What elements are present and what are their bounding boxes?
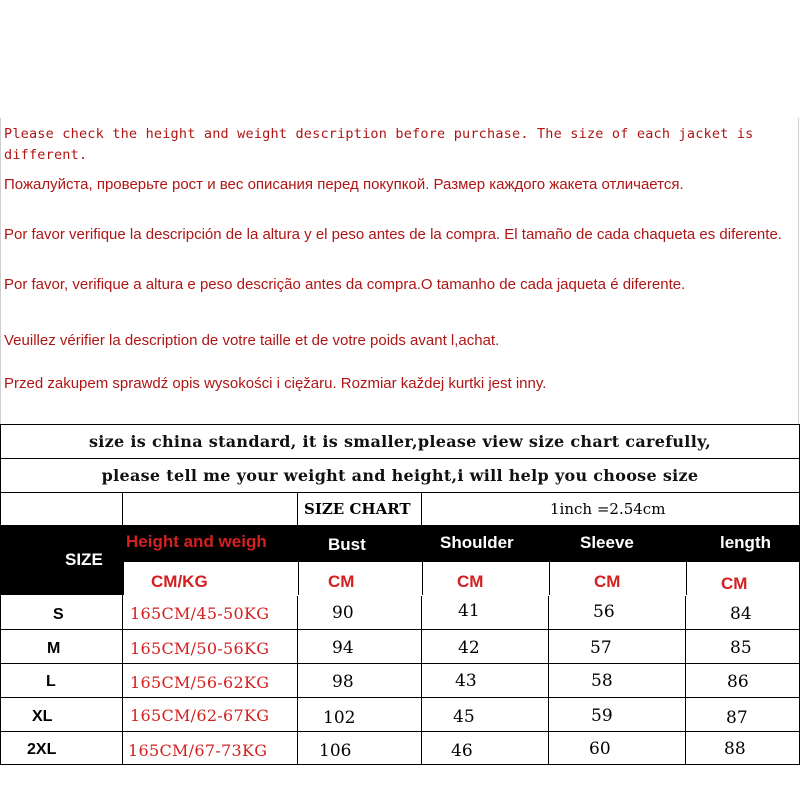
row-size: XL bbox=[32, 708, 53, 725]
notice-french: Veuillez vérifier la description de votre taille et de votre poids avant l,achat. bbox=[4, 332, 500, 349]
unit-shoulder: CM bbox=[457, 572, 484, 591]
notice-russian: Пожалуйста, проверьте рост и вес описания перед покупкой. Размер каждого жакета отличается. bbox=[4, 176, 684, 193]
row-bust: 102 bbox=[323, 708, 356, 728]
row-size: 2XL bbox=[27, 741, 57, 758]
chart-title-row bbox=[1, 493, 799, 526]
row-length: 84 bbox=[730, 604, 752, 624]
notice-spanish: Por favor verifique la descripción de la altura y el peso antes de la compra. El tamaño de cada chaqueta es diferente. bbox=[4, 226, 782, 243]
row-size: S bbox=[53, 606, 64, 623]
header-size: SIZE bbox=[65, 550, 103, 569]
header-sleeve: Sleeve bbox=[580, 533, 634, 552]
column-header-row bbox=[1, 526, 799, 595]
row-height-weight: 165CM/62-67KG bbox=[130, 706, 270, 725]
table-row bbox=[1, 732, 799, 765]
row-size: M bbox=[47, 640, 61, 657]
row-shoulder: 43 bbox=[455, 671, 477, 691]
row-size: L bbox=[46, 673, 56, 690]
row-bust: 94 bbox=[332, 638, 354, 658]
row-shoulder: 45 bbox=[453, 707, 475, 727]
row-length: 86 bbox=[727, 672, 749, 692]
header-height-weight: Height and weigh bbox=[126, 532, 267, 551]
row-shoulder: 46 bbox=[451, 741, 473, 761]
unit-sleeve: CM bbox=[594, 572, 621, 591]
row-bust: 90 bbox=[332, 603, 354, 623]
row-sleeve: 56 bbox=[593, 602, 615, 622]
row-height-weight: 165CM/67-73KG bbox=[128, 741, 268, 760]
notice-english: Please check the height and weight description before purchase. The size of each jacket is different. bbox=[4, 126, 754, 163]
purchase-notice bbox=[0, 118, 799, 424]
row-sleeve: 59 bbox=[591, 706, 613, 726]
size-chart-table bbox=[0, 424, 800, 765]
row-height-weight: 165CM/50-56KG bbox=[130, 639, 270, 658]
row-height-weight: 165CM/45-50KG bbox=[130, 604, 270, 623]
notice-polish: Przed zakupem sprawdź opis wysokości i cięžaru. Rozmiar každej kurtki jest inny. bbox=[4, 375, 547, 392]
row-length: 87 bbox=[726, 708, 748, 728]
row-shoulder: 42 bbox=[458, 638, 480, 658]
header-length: length bbox=[720, 533, 771, 552]
row-height-weight: 165CM/56-62KG bbox=[130, 673, 270, 692]
notice-portuguese: Por favor, verifique a altura e peso descrição antes da compra.O tamanho de cada jaqueta é diferente. bbox=[4, 276, 686, 293]
table-row bbox=[1, 664, 799, 698]
row-sleeve: 57 bbox=[590, 638, 612, 658]
chart-note-line-2: please tell me your weight and height,i will help you choose size bbox=[1, 459, 799, 493]
row-length: 85 bbox=[730, 638, 752, 658]
unit-bust: CM bbox=[328, 572, 355, 591]
header-bust: Bust bbox=[328, 535, 366, 554]
table-row bbox=[1, 596, 799, 630]
table-row bbox=[1, 630, 799, 664]
row-shoulder: 41 bbox=[458, 601, 480, 621]
unit-length: CM bbox=[721, 574, 748, 593]
row-sleeve: 60 bbox=[589, 739, 611, 759]
size-chart-label: SIZE CHART bbox=[304, 500, 411, 518]
row-bust: 106 bbox=[319, 741, 352, 761]
table-row bbox=[1, 698, 799, 732]
row-sleeve: 58 bbox=[591, 671, 613, 691]
row-bust: 98 bbox=[332, 672, 354, 692]
chart-note-line-1: size is china standard, it is smaller,please view size chart carefully, bbox=[1, 425, 799, 459]
header-shoulder: Shoulder bbox=[440, 533, 514, 552]
unit-height-weight: CM/KG bbox=[151, 572, 208, 591]
row-length: 88 bbox=[724, 739, 746, 759]
inch-conversion-note: 1inch =2.54cm bbox=[550, 500, 666, 518]
